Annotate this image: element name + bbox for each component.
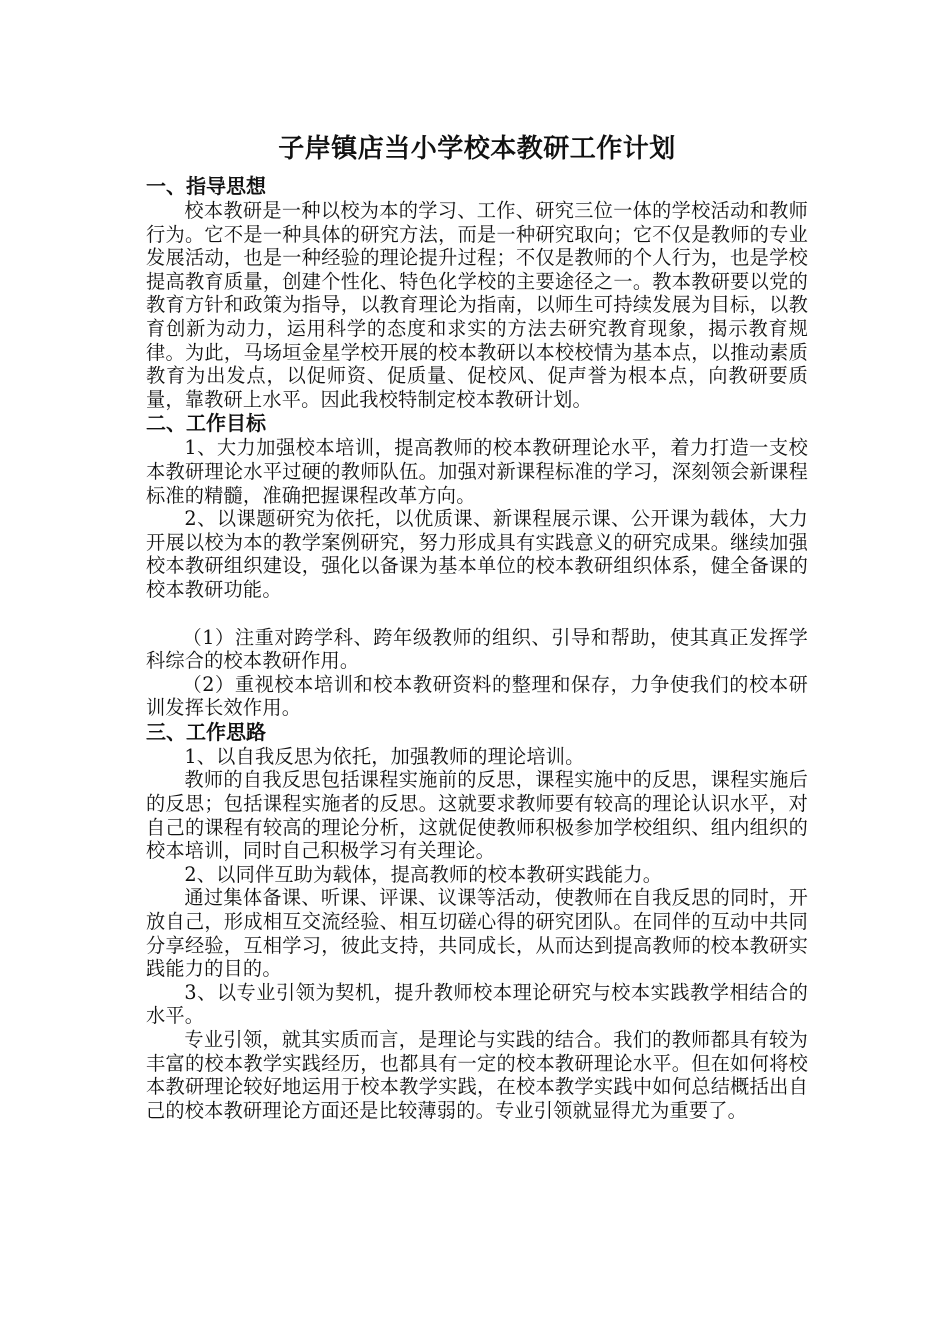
paragraph-spacer — [146, 602, 808, 626]
paragraph: 2、以同伴互助为载体，提高教师的校本教研实践能力。 — [184, 862, 663, 886]
paragraph: （2）重视校本培训和校本教研资料的整理和保存，力争使我们的校本研训发挥长效作用。 — [146, 672, 808, 720]
paragraph: （1）注重对跨学科、跨年级教师的组织、引导和帮助，使其真正发挥学科综合的校本教研作用。 — [146, 625, 808, 673]
section-heading-guiding-thought: 一、指导思想 — [146, 174, 266, 198]
paragraph: 教师的自我反思包括课程实施前的反思，课程实施中的反思，课程实施后的反思；包括课程实施者的反思。这就要求教师要有较高的理论认识水平，对自己的课程有较高的理论分析，这就促使教师积极参加学校组织、组内组织的校本培训，同时自己积极学习有关理论。 — [146, 768, 808, 863]
section-heading-work-approach: 三、工作思路 — [146, 719, 266, 744]
document-title: 子岸镇店当小学校本教研工作计划 — [278, 134, 676, 164]
paragraph: 专业引领，就其实质而言，是理论与实践的结合。我们的教师都具有较为丰富的校本教学实践经历，也都具有一定的校本教研理论水平。但在如何将校本教研理论较好地运用于校本教学实践，在校本教学实践中如何总结概括出自己的校本教研理论方面还是比较薄弱的。专业引领就显得尤为重要了。 — [146, 1028, 808, 1122]
paragraph: 2、以课题研究为依托，以优质课、新课程展示课、公开课为载体，大力开展以校为本的教学案例研究，努力形成具有实践意义的研究成果。继续加强校本教研组织建设，强化以备课为基本单位的校本教研组织体系，健全备课的校本教研功能。 — [146, 507, 808, 601]
paragraph: 通过集体备课、听课、评课、议课等活动，使教师在自我反思的同时，开放自己，形成相互交流经验、相互切磋心得的研究团队。在同伴的互动中共同分享经验，互相学习，彼此支持，共同成长，从而达到提高教师的校本教研实践能力的目的。 — [146, 886, 808, 981]
document-page — [146, 130, 808, 1122]
paragraph: 3、以专业引领为契机，提升教师校本理论研究与校本实践教学相结合的水平。 — [146, 980, 808, 1028]
paragraph: 校本教研是一种以校为本的学习、工作、研究三位一体的学校活动和教师行为。它不是一种具体的研究方法，而是一种研究取向；它不仅是教师的专业发展活动，也是一种经验的理论提升过程；不仅是教师的个人行为，也是学校提高教育质量，创建个性化、特色化学校的主要途径之一。教本教研要以党的教育方针和政策为指导，以教育理论为指南，以师生可持续发展为目标，以教育创新为动力，运用科学的态度和求实的方法去研究教育现象，揭示教育规律。为此，马场垣金星学校开展的校本教研以本校校情为基本点，以推动素质教育为出发点，以促师资、促质量、促校风、促声誉为根本点，向教研要质量，靠教研上水平。因此我校特制定校本教研计划。 — [146, 199, 808, 411]
paragraph: 1、以自我反思为依托，加强教师的理论培训。 — [184, 744, 585, 768]
paragraph: 1、大力加强校本培训，提高教师的校本教研理论水平，着力打造一支校本教研理论水平过硬的教师队伍。加强对新课程标准的学习，深刻领会新课程标准的精髓，准确把握课程改革方向。 — [146, 436, 808, 507]
section-heading-work-goals: 二、工作目标 — [146, 411, 266, 436]
